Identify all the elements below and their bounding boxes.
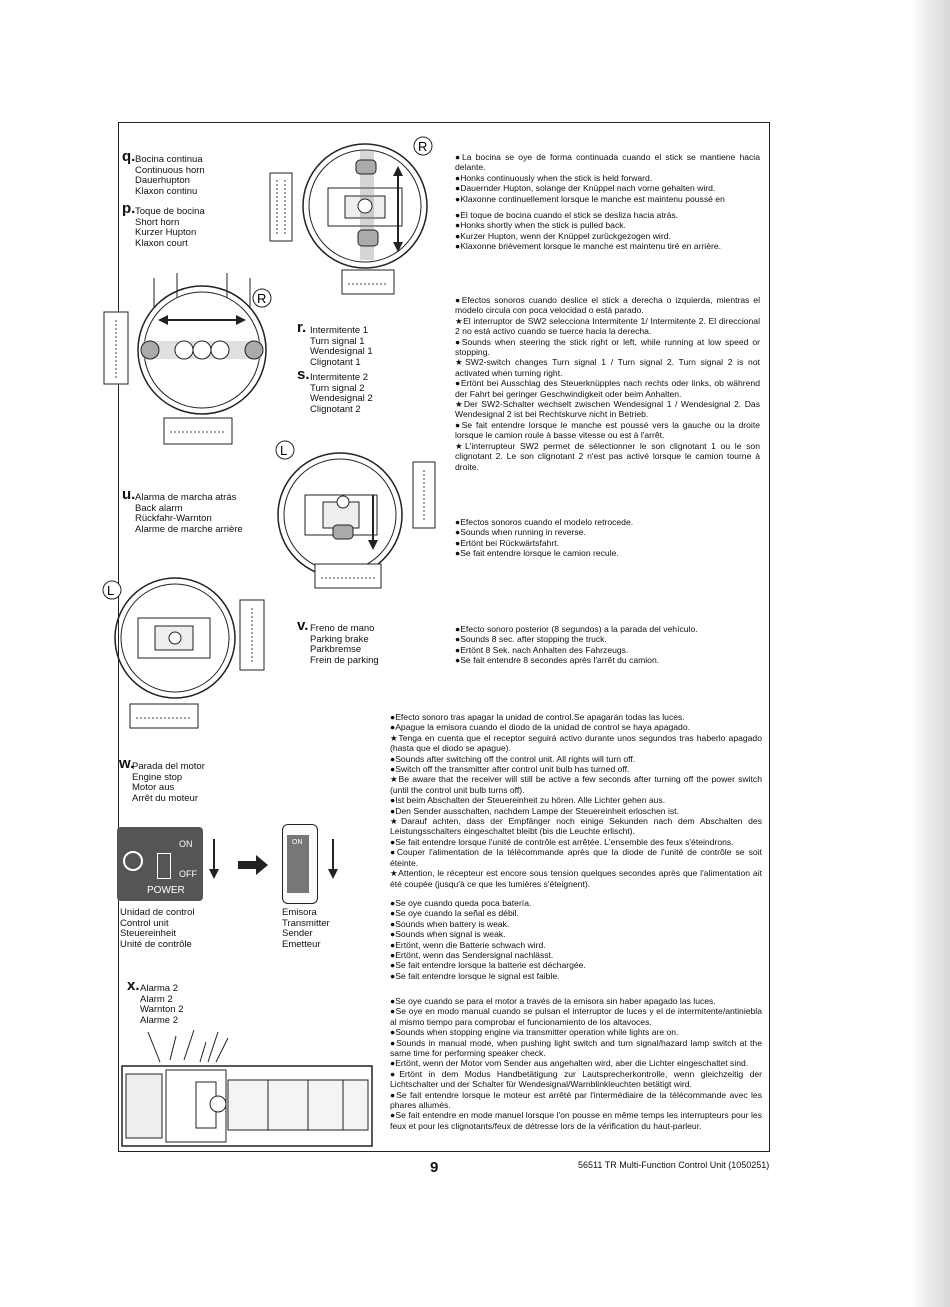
power-label: POWER: [147, 885, 185, 896]
text-battery: ●Se oye cuando queda poca batería. ●Se oye cuando la señal es débil. ●Sounds when battery is weak. ●Sounds when signal is weak. ●Ertönt, wenn die Batterie schwach wird. ●Ertönt, wenn das Sendersignal nachlässt. ●Se fait entendre lorsque la batterie est déchargée. ●Se fait entendre lorsque le signal est faible.: [390, 898, 586, 981]
text-back-alarm: ●Efectos sonoros cuando el modelo retrocede. ●Sounds when running in reverse. ●Ertönt bei Rückwärtsfahrt. ●Se fait entendre lorsque le camion recule.: [455, 517, 634, 559]
switch-off-label: OFF: [179, 869, 197, 879]
text-horn: ●La bocina se oye de forma continuada cuando el stick se mantiene hacia delante. ●Honks continuously when the stick is held forward. ●Dauernder Hupton, solange der Knüppel nach vorne gehalten wird. ●Klaxonne continuellement lorsque le manche est maintenu poussé en ●El toque de bocina cuando el stick se desliza hacia atrás. ●Honks shortly when the stick is pulled back. ●Kurzer Hupton, wenn der Knüppel zurückgezogen wird. ●Klaxonne brièvement lorsque le manche est maintenu tiré en arrière.: [455, 152, 760, 252]
label-w: w. Parada del motor Engine stop Motor aus Arrêt du moteur: [119, 755, 205, 804]
page-number: 9: [430, 1159, 439, 1176]
control-unit-labels: Unidad de control Control unit Steuereinheit Unité de contrôle: [120, 907, 195, 950]
text-engine-stop: ●Efecto sonoro tras apagar la unidad de control.Se apagarán todas las luces. ●Apague la emisora cuando el diodo de la unidad de control se haya apagado. ★Tenga en cuenta que el receptor seguirá activo durante unos segundos tras haberlo apagado (hasta que el diodo se apague). ●Sounds after switching off the control unit. All rights will turn off. ●Switch off the transmitter after control unit bulb has turned off. ★Be aware that the receiver will still be active a few seconds after turning off the power switch (until the control unit bulb turns off). ●Ist beim Abschalten der Steuereinheit zu hören. Alle Lichter gehen aus. ●Den Sender ausschalten, nachdem Lampe der Steuereinheit erloschen ist. ★Darauf achten, dass der Empfänger noch einige Sekunden nach dem Abschalten des Leistungsschalters eingeschaltet bleibt (bis die Leuchte erlischt). ●Se fait entendre lorsque l'unité de contrôle est arrêtée. L'ensemble des feux s'éteindrons. ●Couper l'alimentation de la télécommande après que la diode de l'unité de contrôle se soit éteinte. ★Attention, le récepteur est encore sous tension quelques secondes après que l'alimentation ait été coupée (jusqu'à ce que les lumières s'éteignent).: [390, 712, 762, 889]
left-mark-icon-2: L: [107, 583, 115, 598]
control-unit-switch: [117, 827, 203, 901]
label-v: v. Freno de mano Parking brake Parkbremse Frein de parking: [297, 617, 379, 666]
right-mark-icon: R: [418, 139, 428, 154]
text-alarm2: ●Se oye cuando se para el motor a través de la emisora sin haber apagado las luces. ●Se oye en modo manual cuando se pulsan el interruptor de luces y el de intermitente/antiniebla al mismo tiempo para comprobar el funcionamiento de los altavoces. ●Sounds when stopping engine via transmitter operation while lights are on. ●Sounds in manual mode, when pushing light switch and turn signal/hazard lamp switch at the same time for performing speaker check. ●Ertönt, wenn der Motor vom Sender aus angehalten wird, aber die Lichter eingeschaltet sind. ●Ertönt in dem Modus Handbetätigung zur Lautsprecherkontrolle, wenn gleichzeitig der Lichtschalter und der Schalter für Wendesignal/Warnblinkleuchten betätigt wird. ●Se fait entendre lorsque le moteur est arrêté par l'intermédiaire de la télécommande avec les phares allumés. ●Se fait entendre en mode manuel lorsque l'on pousse en même temps les interrupteurs pour les feux et pour les clignotants/feux de détresse lors de la vérification du haut-parleur.: [390, 996, 762, 1131]
parking-brake-diagram: [100, 578, 280, 728]
text-turn-signal: ●Efectos sonoros cuando deslice el stick a derecha o izquierda, mientras el modelo circula con poca velocidad o está parado. ★El interruptor de SW2 selecciona Intermitente 1/ Intermitente 2. El direccional 2 no está activo cuando se tuerce hacia la derecha. ●Sounds when steering the stick right or left, while running at low speed or stopping. ★SW2-switch changes Turn signal 1 / Turn signal 2. Turn signal 2 is not activated when turning right. ●Ertönt bei Ausschlag des Steuerknüpples nach rechts oder links, ob während der Fahrt bei geringer Geschwindigkeit oder beim Anhalten. ★Der SW2-Schalter wechselt zwischen Wendesignal 1 / Wendesignal 2. Das Wendesignal 2 ist bei Rechtskurve nicht in Betrieb. ●Se fait entendre lorsque le manche est poussé vers la gauche ou la droite lorsque le camion roule à basse vitesse ou est à l'arrêt. ★L'interrupteur SW2 permet de sélectionner le son clignotant 1 ou le son clignotant 2. Le son clignotant 2 n'est pas activé lorsque le camion tourne à droite.: [455, 295, 760, 472]
switch-on-label: ON: [179, 839, 193, 849]
label-u: u. Alarma de marcha atrás Back alarm Rückfahr-Warnton Alarme de marche arrière: [122, 486, 243, 535]
label-x: x. Alarma 2 Alarm 2 Warnton 2 Alarme 2: [127, 977, 184, 1026]
footer-caption: 56511 TR Multi-Function Control Unit (1050251): [578, 1160, 770, 1170]
turn-signal-diagram: [102, 268, 402, 468]
label-q: q. Bocina continua Continuous horn Dauerhupton Klaxon continu: [122, 148, 205, 197]
power-switch[interactable]: [157, 853, 171, 879]
led-icon: [123, 851, 143, 871]
horn-stick-diagram: [268, 138, 438, 273]
page-edge-shadow: [912, 0, 950, 1307]
truck-top-view: [118, 1022, 378, 1150]
transmitter-switch: ON: [282, 824, 318, 904]
label-r: r. Intermitente 1 Turn signal 1 Wendesignal 1 Clignotant 1: [297, 319, 373, 368]
back-alarm-diagram: [275, 440, 445, 590]
text-parking-brake: ●Efecto sonoro posterior (8 segundos) a la parada del vehículo. ●Sounds 8 sec. after stopping the truck. ●Ertönt 8 Sek. nach Anhalten des Fahrzeugs. ●Se fait entendre 8 secondes après l'arrêt du camion.: [455, 624, 698, 666]
switch-sequence-arrows: [208, 835, 338, 895]
right-mark-icon-2: R: [257, 291, 267, 306]
left-mark-icon: L: [280, 443, 288, 458]
label-p: p. Toque de bocina Short horn Kurzer Hupton Klaxon court: [122, 200, 205, 249]
label-s: s. Intermitente 2 Turn signal 2 Wendesignal 2 Clignotant 2: [297, 366, 373, 415]
transmitter-labels: Emisora Transmitter Sender Emetteur: [282, 907, 330, 950]
